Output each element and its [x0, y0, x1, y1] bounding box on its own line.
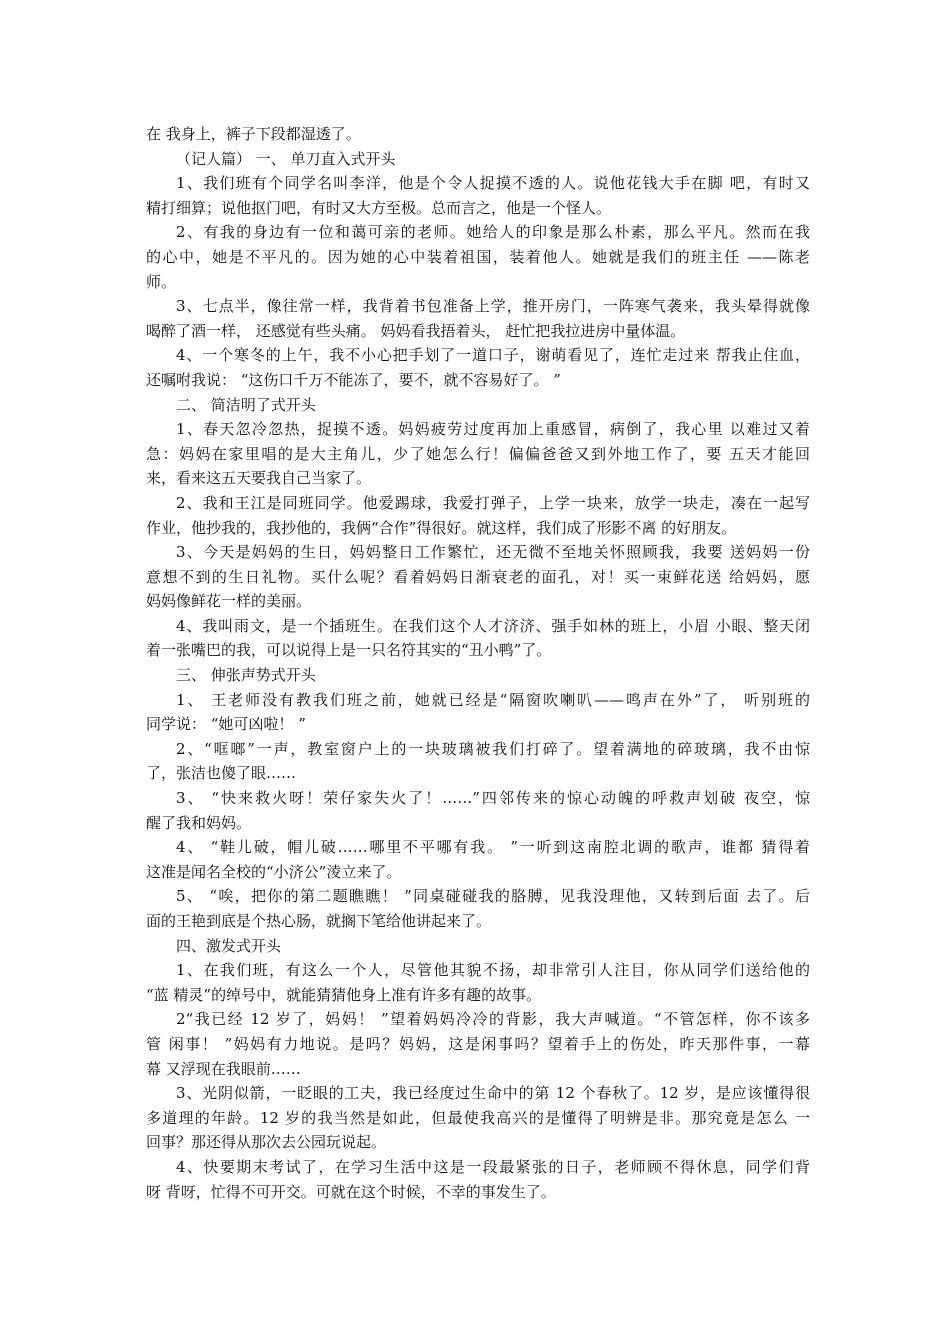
text-line: 意想不到的生日礼物。买什么呢？看着妈妈日渐衰老的面孔，对！买一束鲜花送 给妈妈，愿: [146, 567, 810, 586]
text-line: 还嘱咐我说： “这伤口千万不能冻了，要不，就不容易好了。 ”: [146, 370, 561, 389]
text-line: 师。: [146, 272, 177, 291]
text-line: 了，张洁也傻了眼……: [146, 764, 297, 783]
text-line: 来，看来这五天要我自己当家了。: [146, 469, 372, 488]
text-line: 4、快要期末考试了，在学习生活中这是一段最紧张的日子，老师顾不得休息，同学们背: [176, 1157, 810, 1176]
text-line: 4、一个寒冬的上午，我不小心把手划了一道口子，谢萌看见了，连忙走过来 帮我止住血，: [176, 346, 810, 365]
text-line: 三、 伸张声势式开头: [176, 666, 316, 685]
text-line: 呀 背呀，忙得不可开交。可就在这个时候，不幸的事发生了。: [146, 1182, 556, 1201]
text-line: 多道理的年龄。12 岁的我当然是如此，但最使我高兴的是懂得了明辨是非。那究竟是怎么 一: [146, 1108, 810, 1127]
text-line: 这准是闻名全校的“小济公”淩立来了。: [146, 862, 402, 881]
text-line: 2、“哐啷”一声，教室窗户上的一块玻璃被我们打碎了。望着满地的碎玻璃，我不由惊: [176, 739, 810, 758]
text-line: 着一张嘴巴的我，可以说得上是一只名符其实的“丑小鸭”了。: [146, 641, 552, 660]
text-line: 5、 “唉，把你的第二题瞧瞧！ ”同桌碰碰我的胳膊，见我没理他，又转到后面 去了。后: [176, 887, 810, 906]
document-page: [146, 122, 810, 1204]
text-line: 1、 王老师没有教我们班之前，她就已经是“隔窗吹喇叭——鸣声在外”了， 听别班的: [176, 690, 810, 709]
text-line: 2、有我的身边有一位和蔼可亲的老师。她给人的印象是那么朴素，那么平凡。然而在我: [176, 223, 810, 242]
text-line: 同学说： “她可凶啦！ ”: [146, 715, 306, 734]
text-line: （记人篇） 一、 单刀直入式开头: [176, 149, 396, 168]
text-line: 2、我和王江是同班同学。他爱踢球，我爱打弹子，上学一块来，放学一块走，凑在一起写: [176, 493, 810, 512]
text-line: 1、在我们班，有这么一个人，尽管他其貌不扬，却非常引人注目，你从同学们送给他的: [176, 961, 810, 980]
text-line: 3、 “快来救火呀！荣仔家失火了！……”四邻传来的惊心动魄的呼救声划破 夜空，惊: [176, 789, 810, 808]
text-line: 醒了我和妈妈。: [146, 813, 252, 832]
text-line: 急：妈妈在家里唱的是大主角儿，少了她怎么行！偏偏爸爸又到外地工作了，要 五天才能回: [146, 444, 810, 463]
text-line: 3、光阴似箭，一眨眼的工夫，我已经度过生命中的第 12 个春秋了。12 岁，是应该懂得很: [176, 1084, 810, 1103]
text-line: 妈妈像鲜花一样的美丽。: [146, 592, 312, 611]
text-line: 二、 简洁明了式开头: [176, 395, 316, 414]
text-line: 4、我叫雨文，是一个插班生。在我们这个人才济济、强手如林的班上，小眉 小眼、整天闭: [176, 616, 810, 635]
text-line: 在 我身上，裤子下段都湿透了。: [146, 125, 361, 143]
text-line: 3、今天是妈妈的生日，妈妈整日工作繁忙，还无微不至地关怀照顾我，我要 送妈妈一份: [176, 543, 810, 562]
text-line: 回事？那还得从那次去公园玩说起。: [146, 1133, 387, 1152]
text-line: 的心中，她是不平凡的。因为她的心中装着祖国，装着他人。她就是我们的班主任 ——陈老: [146, 247, 810, 266]
text-line: 面的王艳到底是个热心肠，就搁下笔给他讲起来了。: [146, 912, 492, 930]
text-line: 作业，他抄我的，我抄他的，我俩“合作”得很好。就这样，我们成了形影不离 的好朋友。: [146, 518, 737, 537]
text-line: 精打细算；说他抠门吧，有时又大方至极。总而言之，他是一个怪人。: [146, 198, 612, 217]
text-line: 3、七点半，像往常一样，我背着书包准备上学，推开房门，一阵寒气袭来，我头晕得就像: [176, 297, 810, 316]
text-line: 1、春天忽冷忽热，捉摸不透。妈妈疲劳过度再加上重感冒，病倒了，我心里 以难过又着: [176, 420, 810, 439]
text-line: 管 闲事！ ”妈妈有力地说。是吗？妈妈，这是闲事吗？望着手上的伤处，昨天那件事，一幕: [146, 1034, 810, 1053]
text-line: 四、激发式开头: [176, 936, 282, 955]
text-line: 1、我们班有个同学名叫李洋，他是个令人捉摸不透的人。说他花钱大手在脚 吧，有时又: [176, 174, 810, 193]
text-line: 喝醉了酒一样， 还感觉有些头痛。 妈妈看我捂着头， 赶忙把我拉进房中量体温。: [146, 321, 686, 340]
text-line: “蓝 精灵”的绰号中，就能猜猜他身上准有许多有趣的故事。: [146, 985, 542, 1004]
text-line: 4、 “鞋儿破，帽儿破……哪里不平哪有我。 ”一听到这南腔北调的歌声，谁都 猜得着: [176, 838, 810, 857]
text-line: 2“我已经 12 岁了，妈妈！ ”望着妈妈冷冷的背影，我大声喊道。“不管怎样，你不该多: [176, 1010, 810, 1029]
text-line: 幕 又浮现在我眼前……: [146, 1059, 301, 1078]
